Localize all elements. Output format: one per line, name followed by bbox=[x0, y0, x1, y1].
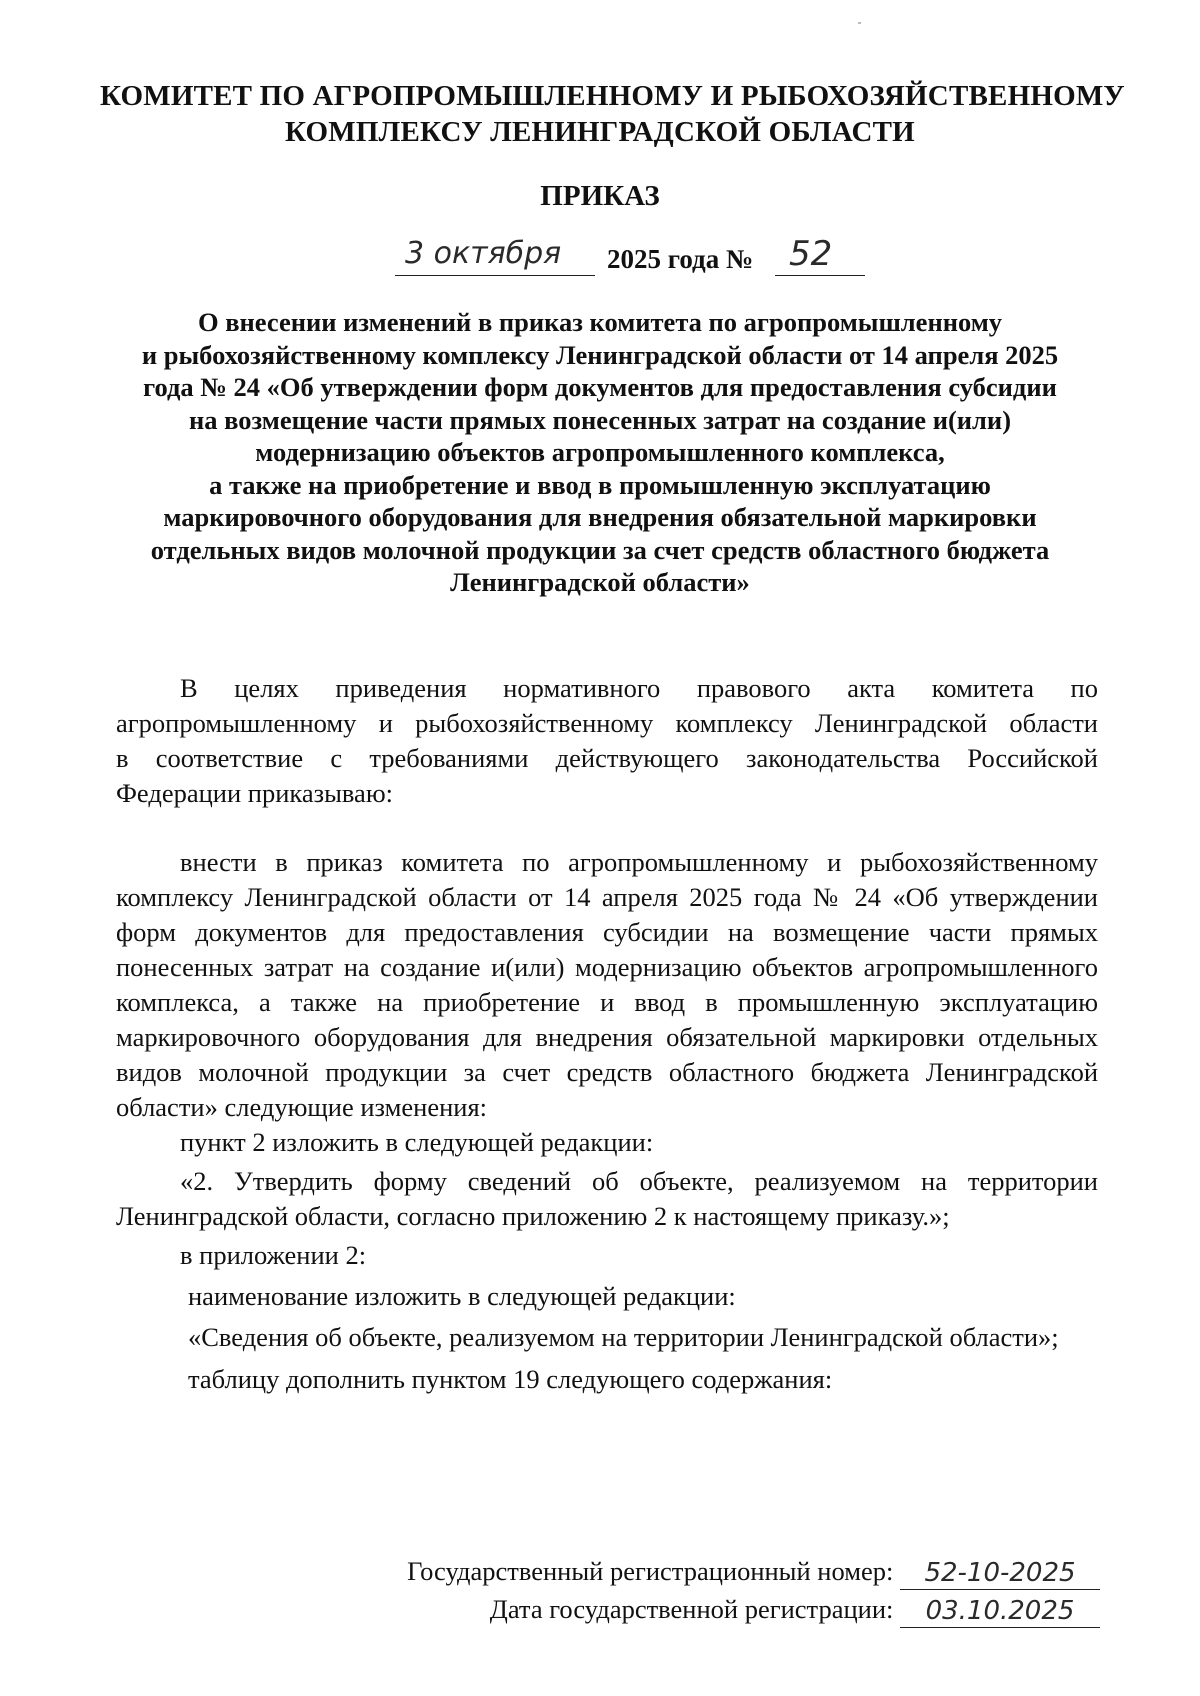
paragraph-line: агропромышленному и рыбохозяйственному комплексу Ленинградской области bbox=[116, 708, 1098, 738]
scan-artifact bbox=[858, 22, 861, 24]
registration-block bbox=[360, 1552, 1100, 1628]
paragraph-line: области» следующие изменения: bbox=[116, 1092, 488, 1122]
order-date-line bbox=[395, 236, 915, 286]
registration-number-label: Государственный регистрационный номер: bbox=[407, 1556, 894, 1586]
paragraph-amendment bbox=[116, 845, 1098, 1125]
order-subject bbox=[110, 306, 1090, 599]
subject-line: О внесении изменений в приказ комитета по агропромышленному bbox=[197, 307, 1003, 337]
quoted-point-2 bbox=[116, 1164, 1098, 1234]
subject-line: модернизацию объектов агропромышленного комплекса, bbox=[255, 437, 945, 467]
subject-line: и рыбохозяйственному комплексу Ленинградской области от 14 апреля 2025 bbox=[141, 339, 1059, 370]
appendix-table-instruction: таблицу дополнить пунктом 19 следующего содержания: bbox=[188, 1364, 833, 1394]
subject-line: Ленинградской области» bbox=[450, 567, 750, 597]
quote-line: Ленинградской области, согласно приложению 2 к настоящему приказу.»; bbox=[116, 1201, 950, 1231]
paragraph-line: Федерации приказываю: bbox=[116, 778, 393, 808]
registration-number-value: 52-10-2025 bbox=[900, 1557, 1100, 1590]
org-line-1: КОМИТЕТ ПО АГРОПРОМЫШЛЕННОМУ И РЫБОХОЗЯЙСТВЕННОМУ bbox=[100, 80, 1125, 112]
paragraph-line: комплекса, а также на приобретение и ввод в промышленную эксплуатацию bbox=[116, 987, 1098, 1017]
registration-date-label: Дата государственной регистрации: bbox=[489, 1594, 894, 1624]
org-line-2: КОМПЛЕКСУ ЛЕНИНГРАДСКОЙ ОБЛАСТИ bbox=[285, 116, 915, 148]
paragraph-line: в соответствие с требованиями действующего законодательства Российской bbox=[116, 743, 1098, 773]
handwritten-date: 3 октября bbox=[395, 236, 595, 276]
item-point-2: пункт 2 изложить в следующей редакции: bbox=[180, 1127, 654, 1157]
subject-line: года № 24 «Об утверждении форм документов для предоставления субсидии bbox=[143, 372, 1057, 402]
registration-number-row bbox=[360, 1552, 1100, 1590]
paragraph-preamble bbox=[116, 671, 1098, 811]
paragraph-line: внести в приказ комитета по агропромышленному и рыбохозяйственному bbox=[180, 847, 1098, 877]
appendix-name-instruction: наименование изложить в следующей редакции: bbox=[188, 1281, 736, 1311]
appendix-new-name: «Сведения об объекте, реализуемом на территории Ленинградской области»; bbox=[188, 1322, 1059, 1352]
subject-line: отдельных видов молочной продукции за счет средств областного бюджета bbox=[150, 534, 1050, 565]
year-label: 2025 года № bbox=[607, 244, 754, 274]
paragraph-line: видов молочной продукции за счет средств областного бюджета Ленинградской bbox=[116, 1057, 1098, 1087]
paragraph-line: понесенных затрат на создание и(или) модернизацию объектов агропромышленного bbox=[116, 952, 1098, 982]
paragraph-line: В целях приведения нормативного правового акта комитета по bbox=[180, 673, 1098, 703]
registration-date-value: 03.10.2025 bbox=[900, 1595, 1100, 1628]
document-type: ПРИКАЗ bbox=[540, 180, 660, 212]
subject-line: а также на приобретение и ввод в промышленную эксплуатацию bbox=[209, 469, 991, 500]
subject-line: маркировочного оборудования для внедрения обязательной маркировки bbox=[163, 502, 1037, 532]
quote-line: «2. Утвердить форму сведений об объекте, реализуемом на территории bbox=[180, 1166, 1098, 1196]
handwritten-order-number: 52 bbox=[775, 236, 865, 276]
registration-date-row bbox=[360, 1590, 1100, 1628]
paragraph-line: комплексу Ленинградской области от 14 апреля 2025 года № 24 «Об утверждении bbox=[116, 882, 1098, 912]
paragraph-line: форм документов для предоставления субсидии на возмещение части прямых bbox=[116, 917, 1098, 947]
paragraph-line: маркировочного оборудования для внедрения обязательной маркировки отдельных bbox=[116, 1022, 1098, 1052]
appendix-intro: в приложении 2: bbox=[180, 1240, 367, 1270]
organization-header bbox=[100, 78, 1125, 150]
subject-line: на возмещение части прямых понесенных затрат на создание и(или) bbox=[188, 404, 1012, 435]
